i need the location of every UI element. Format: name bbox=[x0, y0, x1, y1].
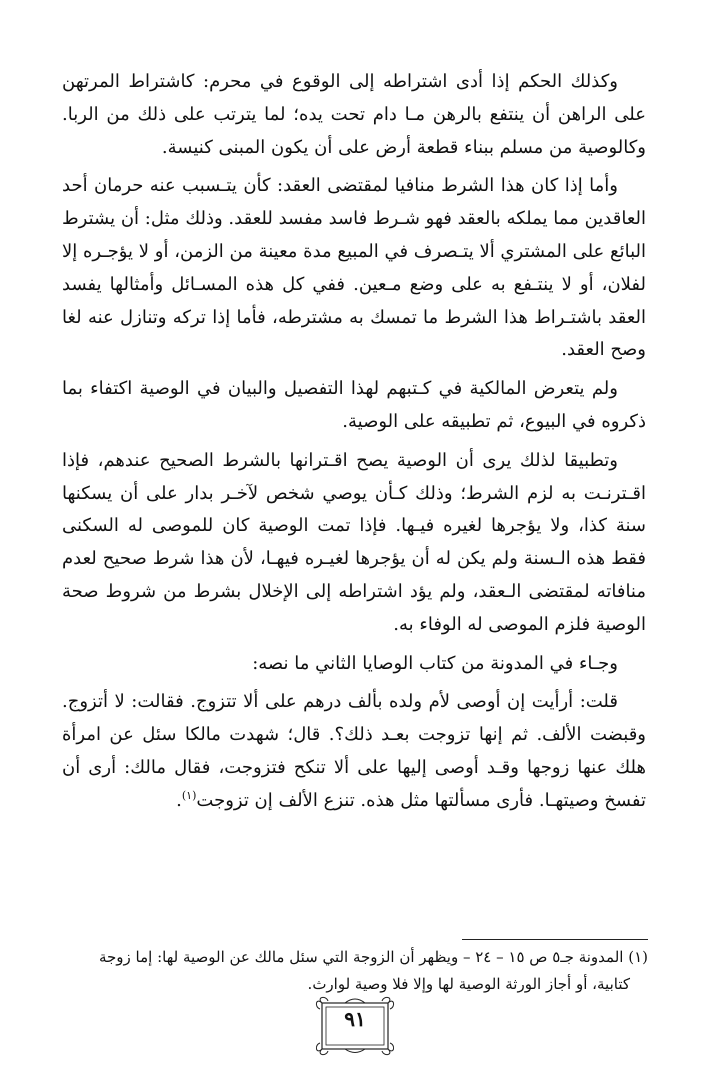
paragraph-2: وأما إذا كان هذا الشرط منافيا لمقتضى العقد: كأن يتـسبب عنه حرمان أحد العاقدين مما يملكه بالعقد فهو شـرط فاسد مفسد للعقد. وذلك مثل: أن يشترط البائع على المشتري ألا يتـصرف في المبيع مدة معينة من الزمن، أو لا يؤجـره إلا لفلان، أو لا ينتـفع به على وضع مـعين. ففي كل هذه المسـائل وأمثالها يفسد العقد باشتـراط هذا الشرط ما تمسك به مشترطه، فأما إذا تركه وتنازل عنه لغا وصح العقد. bbox=[62, 175, 646, 361]
page-number: ٩١ bbox=[344, 1007, 366, 1031]
page-number-ornament bbox=[312, 993, 398, 1057]
footnote-1-continued: كتابية، أو أجاز الورثة الوصية لها وإلا فلا وصية لوارث. bbox=[307, 975, 630, 993]
footnote-marker[interactable]: (١) bbox=[181, 788, 197, 802]
paragraph-4: وتطبيقا لذلك يرى أن الوصية يصح اقـترانها بالشرط الصحيح عندهم، فإذا اقـترنـت به لزم الشرط؛ وذلك كـأن يوصي شخص لآخـر بدار على أن يسكنها سنة كذا، ولا يؤجرها لغيره فيـها. فإذا تمت الوصية كان للموصى له السكنى فقط هذه الـسنة ولم يكن له أن يؤجرها لغيـره فيهـا، لأن هذا شرط صحيح لعدم منافاته لمقتضى الـعقد، ولم يؤد اشتراطه إلى الإخلال بشرط من شروط صحة الوصية فلزم الموصى له الوفاء به. bbox=[62, 449, 646, 635]
footnotes bbox=[62, 944, 648, 998]
paragraph-1: وكذلك الحكم إذا أدى اشتراطه إلى الوقوع في محرم: كاشتراط المرتهن على الراهن أن ينتفع بالرهن مـا دام تحت يده؛ لما يترتب على ذلك من الربا. وكالوصية من مسلم ببناء قطعة أرض على أن يكون المبنى كنيسة. bbox=[62, 71, 646, 158]
paragraph-3: ولم يتعرض المالكية في كـتبهم لهذا التفصيل والبيان في الوصية اكتفاء بما ذكروه في البيوع، ثم تطبيقه على الوصية. bbox=[62, 378, 646, 432]
quoted-passage bbox=[62, 686, 646, 817]
footnote-divider bbox=[462, 939, 648, 940]
paragraph-5: وجـاء في المدونة من كتاب الوصايا الثاني ما نصه: bbox=[252, 652, 618, 674]
quote-text: قلت: أرأيت إن أوصى لأم ولده بألف درهم على ألا تتزوج. فقالت: لا أتزوج. وقبضت الألف. ثم إنها تزوجت بعـد ذلك؟. قال؛ شهدت مالكا سئل عن امرأة هلك عنها زوجها وقـد أوصى إليها على ألا تنكح فتزوجت، فقال مالك: أرى أن تفسخ وصيتهـا. فأرى مسألتها مثل هذه. تنزع الألف إن تزوجت bbox=[62, 691, 646, 811]
quote-end: . bbox=[176, 789, 182, 811]
body-text bbox=[62, 66, 646, 824]
footnote-1: (١) المدونة جـ٥ ص ١٥ – ٢٤ – ويظهر أن الزوجة التي سئل مالك عن الوصية لها: إما زوجة bbox=[98, 948, 648, 966]
